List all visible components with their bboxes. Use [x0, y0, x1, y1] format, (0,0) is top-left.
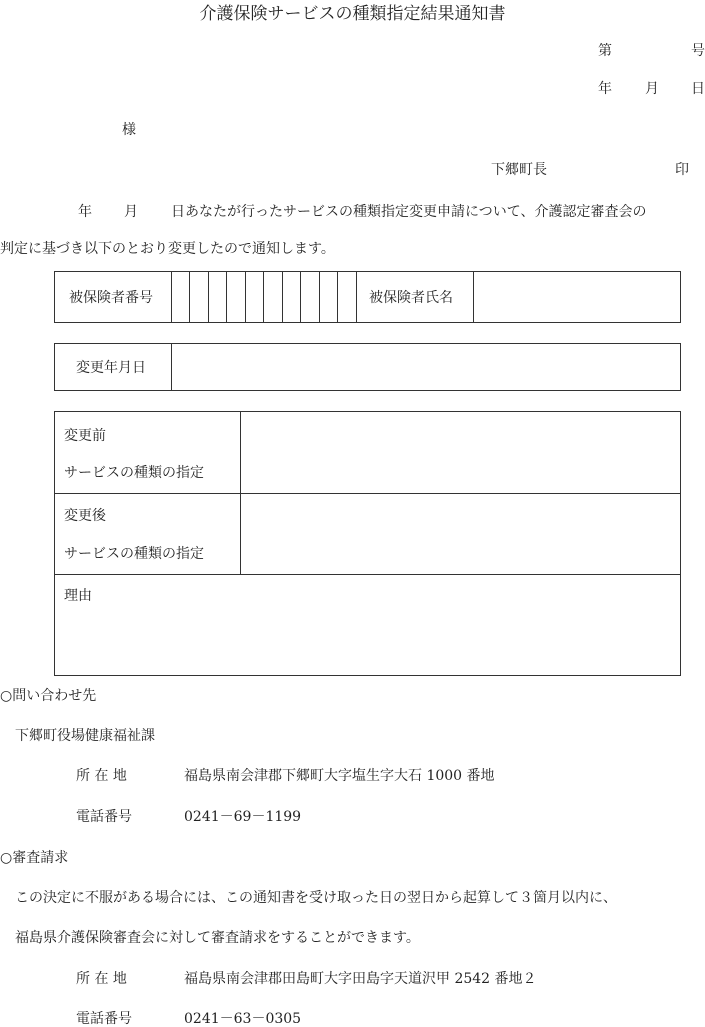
- change-date-box: [54, 343, 681, 391]
- review-text-line1: この決定に不服がある場合には、この通知書を受け取った日の翌日から起算して３箇月以内に、: [15, 890, 617, 906]
- date-day: 日: [691, 81, 705, 97]
- number-prefix: 第: [598, 43, 612, 59]
- contact-phone-label: 電話番号: [76, 809, 132, 825]
- contact-phone: 0241－69－1199: [184, 809, 302, 825]
- seal-mark: 印: [675, 162, 689, 178]
- contact-address: 福島県南会津郡下郷町大字塩生字大石 1000 番地: [184, 768, 495, 784]
- before-label-line1: 変更前: [64, 428, 106, 444]
- review-phone-label: 電話番号: [76, 1011, 132, 1027]
- document-title: 介護保険サービスの種類指定結果通知書: [199, 4, 506, 24]
- review-text-line2: 福島県介護保険審査会に対して審査請求をすることができます。: [15, 930, 420, 946]
- review-address: 福島県南会津郡田島町大字田島字天道沢甲 2542 番地２: [184, 971, 537, 987]
- insured-name-label: 被保険者氏名: [369, 290, 453, 306]
- body-month: 月: [124, 204, 138, 220]
- date-year: 年: [598, 81, 612, 97]
- before-label-line2: サービスの種類の指定: [64, 465, 204, 481]
- insured-number-label: 被保険者番号: [69, 290, 153, 306]
- contact-office: 下郷町役場健康福祉課: [15, 728, 155, 744]
- body-year: 年: [78, 204, 92, 220]
- body-text-line1: 日あなたが行ったサービスの種類指定変更申請について、介護認定審査会の: [171, 204, 647, 220]
- review-heading: ○審査請求: [0, 850, 69, 866]
- date-month: 月: [645, 81, 659, 97]
- sender-name: 下郷町長: [491, 162, 547, 178]
- contact-heading: ○問い合わせ先: [0, 688, 97, 704]
- reason-label: 理由: [64, 588, 92, 604]
- body-text-line2: 判定に基づき以下のとおり変更したので通知します。: [0, 241, 335, 257]
- insured-info-box: [54, 271, 681, 323]
- after-label-line2: サービスの種類の指定: [64, 546, 204, 562]
- review-address-label: 所 在 地: [76, 971, 127, 987]
- change-date-label: 変更年月日: [76, 360, 146, 376]
- change-detail-box: [54, 411, 681, 676]
- number-suffix: 号: [691, 43, 705, 59]
- after-label-line1: 変更後: [64, 508, 106, 524]
- addressee-suffix: 様: [122, 122, 136, 138]
- contact-address-label: 所 在 地: [76, 768, 127, 784]
- review-phone: 0241－63－0305: [184, 1011, 302, 1027]
